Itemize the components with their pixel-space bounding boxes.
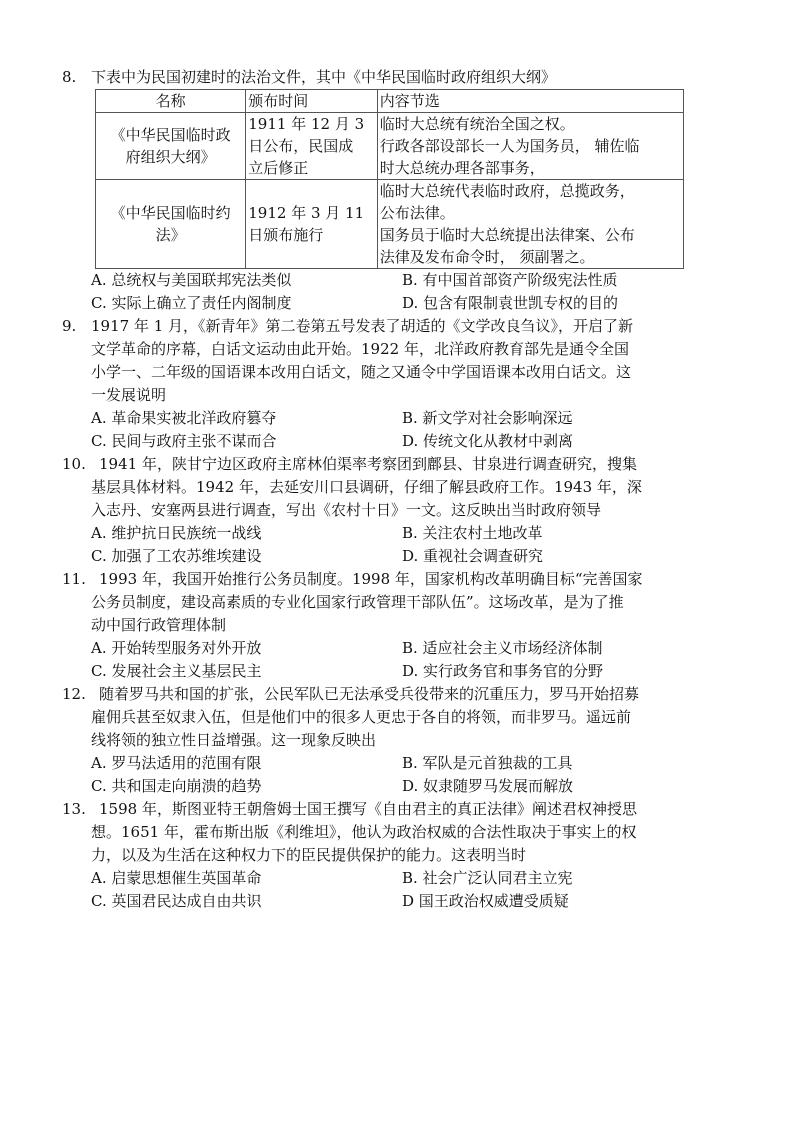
- header-content: 内容节选: [377, 90, 683, 113]
- table-row: [96, 180, 684, 269]
- exam-page: [62, 66, 702, 913]
- answer-options: [62, 752, 702, 798]
- question-stem-line: 1993 年，我国开始推行公务员制度。1998 年，国家机构改革明确目标“完善国家: [99, 570, 643, 588]
- question-stem: 下表中为民国初建时的法治文件，其中《中华民国临时政府组织大纲》: [91, 68, 557, 86]
- question-stem-line: 文学革命的序幕，白话文运动由此开始。1922 年，北洋政府教育部先是通令全国: [91, 340, 629, 358]
- answer-options: [62, 269, 702, 315]
- question-11: [62, 568, 702, 683]
- law-documents-table: [95, 89, 684, 269]
- question-10: [62, 453, 702, 568]
- question-12: [62, 683, 702, 798]
- question-stem-line: 公务员制度，建设高素质的专业化国家行政管理干部队伍”。这场改革，是为了推: [91, 593, 624, 611]
- question-9: [62, 315, 702, 453]
- option-d[interactable]: D. 包含有限制袁世凯专权的目的: [402, 294, 619, 312]
- question-number: 11.: [62, 570, 86, 588]
- header-name: 名称: [96, 90, 246, 113]
- question-stem-line: 1917 年 1 月，《新青年》第二卷第五号发表了胡适的《文学改良刍议》，开启了新: [91, 317, 634, 335]
- cell-name: 《中华民国临时政 府组织大纲》: [96, 113, 246, 180]
- option-b[interactable]: B. 军队是元首独裁的工具: [402, 754, 573, 772]
- answer-options: [62, 522, 702, 568]
- option-a[interactable]: A. 罗马法适用的范围有限: [91, 754, 262, 772]
- option-c[interactable]: C. 民间与政府主张不谋而合: [91, 432, 277, 450]
- header-time: 颁布时间: [246, 90, 377, 113]
- option-d[interactable]: D. 奴隶随罗马发展而解放: [402, 777, 574, 795]
- answer-options: [62, 867, 702, 913]
- question-13: [62, 798, 702, 913]
- answer-options: [62, 637, 702, 683]
- question-stem-continued: [62, 338, 702, 407]
- cell-name: 《中华民国临时约 法》: [96, 180, 246, 269]
- cell-time: 1911 年 12 月 3 日公布，民国成 立后修正: [246, 113, 377, 180]
- option-b[interactable]: B. 有中国首部资产阶级宪法性质: [402, 271, 618, 289]
- question-number: 8.: [62, 68, 77, 86]
- option-d[interactable]: D. 传统文化从教材中剥离: [402, 432, 574, 450]
- question-stem-line: 想。1651 年，霍布斯出版《利维坦》，他认为政治权威的合法性取决于事实上的权: [91, 823, 637, 841]
- option-b[interactable]: B. 关注农村土地改革: [402, 524, 543, 542]
- option-d[interactable]: D. 实行政务官和事务官的分野: [402, 662, 604, 680]
- option-b[interactable]: B. 适应社会主义市场经济体制: [402, 639, 603, 657]
- question-stem-continued: [62, 821, 702, 867]
- option-b[interactable]: B. 社会广泛认同君主立宪: [402, 869, 573, 887]
- table-row: [96, 113, 684, 180]
- option-c[interactable]: C. 加强了工农苏维埃建设: [91, 547, 262, 565]
- question-number: 13.: [62, 800, 86, 818]
- cell-content: 临时大总统代表临时政府，总揽政务， 公布法律。 国务员于临时大总统提出法律案、公布 法律及发布命令时， 须副署之。: [377, 180, 683, 269]
- question-stem-line: 1941 年，陕甘宁边区政府主席林伯渠率考察团到鄜县、甘泉进行调查研究，搜集: [99, 455, 637, 473]
- question-number: 10.: [62, 455, 86, 473]
- question-stem-continued: [62, 706, 702, 752]
- question-stem-line: 入志丹、安塞两县进行调查，写出《农村十日》一文。这反映出当时政府领导: [91, 501, 602, 519]
- question-stem-continued: [62, 591, 702, 637]
- option-a[interactable]: A. 开始转型服务对外开放: [91, 639, 262, 657]
- option-a[interactable]: A. 革命果实被北洋政府篡夺: [91, 409, 277, 427]
- question-stem-line: 动中国行政管理体制: [91, 616, 227, 634]
- question-stem-continued: [62, 476, 702, 522]
- option-c[interactable]: C. 实际上确立了责任内阁制度: [91, 294, 292, 312]
- option-c[interactable]: C. 共和国走向崩溃的趋势: [91, 777, 262, 795]
- question-stem-line: 随着罗马共和国的扩张，公民军队已无法承受兵役带来的沉重压力，罗马开始招募: [99, 685, 640, 703]
- cell-time: 1912 年 3 月 11 日颁布施行: [246, 180, 377, 269]
- option-b[interactable]: B. 新文学对社会影响深远: [402, 409, 573, 427]
- question-stem-line: 力，以及为生活在这种权力下的臣民提供保护的能力。这表明当时: [91, 846, 527, 864]
- question-stem-line: 一发展说明: [91, 386, 167, 404]
- cell-content: 临时大总统有统治全国之权。 行政各部设部长一人为国务员， 辅佐临 时大总统办理各部事务，: [377, 113, 683, 180]
- option-d[interactable]: D 国王政治权威遭受质疑: [402, 892, 569, 910]
- question-stem-line: 雇佣兵甚至奴隶入伍，但是他们中的很多人更忠于各自的将领，而非罗马。遥远前: [91, 708, 632, 726]
- option-d[interactable]: D. 重视社会调查研究: [402, 547, 544, 565]
- table-header-row: [96, 90, 684, 113]
- question-stem-line: 线将领的独立性日益增强。这一现象反映出: [91, 731, 377, 749]
- option-a[interactable]: A. 总统权与美国联邦宪法类似: [91, 271, 292, 289]
- question-8: [62, 66, 702, 315]
- question-stem-line: 1598 年，斯图亚特王朝詹姆士国王撰写《自由君主的真正法律》阐述君权神授思: [99, 800, 637, 818]
- question-number: 12.: [62, 685, 86, 703]
- question-number: 9.: [62, 317, 77, 335]
- question-stem-line: 小学一、二年级的国语课本改用白话文，随之又通令中学国语课本改用白话文。这: [91, 363, 632, 381]
- option-a[interactable]: A. 启蒙思想催生英国革命: [91, 869, 262, 887]
- option-c[interactable]: C. 英国君民达成自由共识: [91, 892, 262, 910]
- option-c[interactable]: C. 发展社会主义基层民主: [91, 662, 262, 680]
- question-stem-line: 基层具体材料。1942 年，去延安川口县调研，仔细了解县政府工作。1943 年，深: [91, 478, 642, 496]
- option-a[interactable]: A. 维护抗日民族统一战线: [91, 524, 262, 542]
- answer-options: [62, 407, 702, 453]
